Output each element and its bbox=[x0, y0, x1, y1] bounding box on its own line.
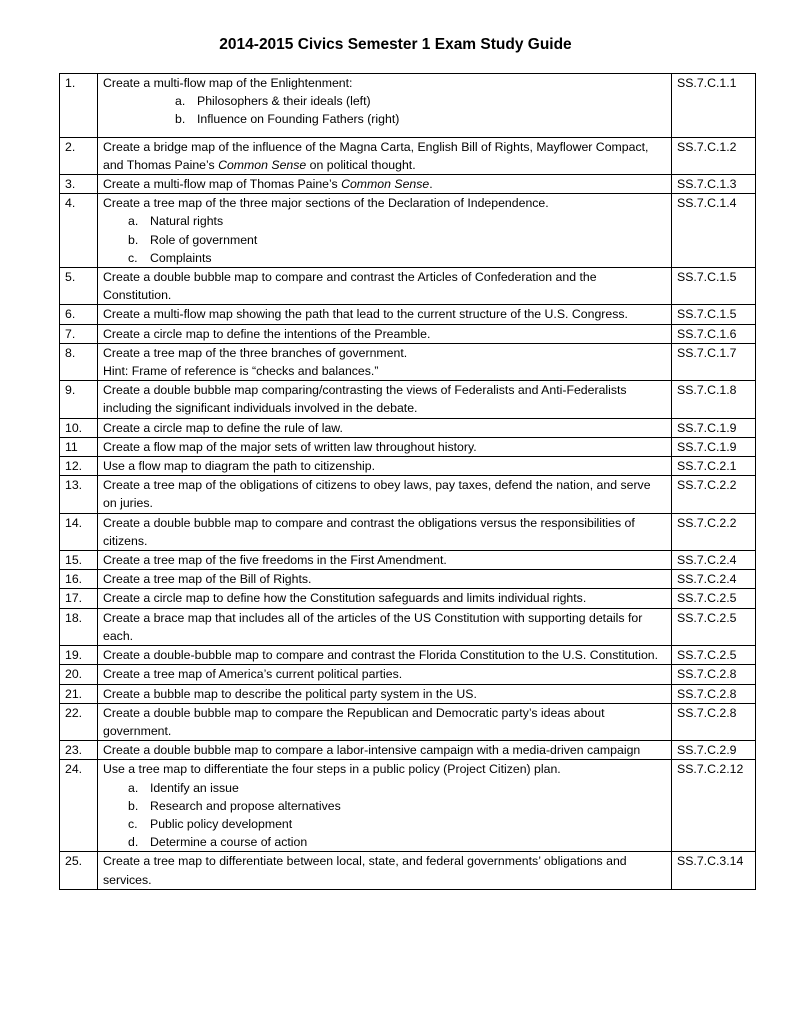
table-row bbox=[60, 852, 756, 889]
standard-code: SS.7.C.2.5 bbox=[672, 646, 756, 665]
table-row bbox=[60, 137, 756, 174]
sub-item bbox=[103, 833, 667, 851]
sub-item-text: Determine a course of action bbox=[150, 835, 308, 850]
item-task: Create a double bubble map comparing/contrasting the views of Federalists and Anti-Federalists including the significant individuals involved in the debate. bbox=[98, 381, 672, 418]
item-number: 2. bbox=[60, 137, 98, 174]
item-number: 3. bbox=[60, 175, 98, 194]
table-row bbox=[60, 476, 756, 513]
standard-code: SS.7.C.1.5 bbox=[672, 268, 756, 305]
standard-code: SS.7.C.2.8 bbox=[672, 703, 756, 740]
sub-item bbox=[103, 231, 667, 249]
item-task bbox=[98, 194, 672, 268]
item-task: Create a brace map that includes all of the articles of the US Constitution with supporting details for each. bbox=[98, 608, 672, 645]
item-task: Create a circle map to define the intentions of the Preamble. bbox=[98, 324, 672, 343]
item-number: 18. bbox=[60, 608, 98, 645]
standard-code: SS.7.C.1.3 bbox=[672, 175, 756, 194]
table-row bbox=[60, 608, 756, 645]
standard-code: SS.7.C.2.9 bbox=[672, 741, 756, 760]
task-text: Create a tree map of the three major sections of the Declaration of Independence. bbox=[103, 196, 549, 211]
item-number: 23. bbox=[60, 741, 98, 760]
item-number: 12. bbox=[60, 457, 98, 476]
sub-item bbox=[103, 92, 667, 110]
standard-code: SS.7.C.2.8 bbox=[672, 684, 756, 703]
item-task bbox=[98, 137, 672, 174]
standard-code: SS.7.C.1.1 bbox=[672, 74, 756, 138]
table-row bbox=[60, 381, 756, 418]
sub-item-text: Identify an issue bbox=[150, 780, 239, 795]
task-text: Create a tree map of the three branches of government. bbox=[103, 345, 408, 360]
item-number: 25. bbox=[60, 852, 98, 889]
table-row bbox=[60, 194, 756, 268]
item-number: 16. bbox=[60, 570, 98, 589]
task-italic-title: Common Sense bbox=[218, 157, 307, 172]
item-number: 22. bbox=[60, 703, 98, 740]
sub-item bbox=[103, 110, 667, 128]
sub-item-text: Complaints bbox=[150, 250, 212, 265]
item-task bbox=[98, 74, 672, 138]
item-number: 10. bbox=[60, 418, 98, 437]
item-number: 9. bbox=[60, 381, 98, 418]
task-text: Use a tree map to differentiate the four steps in a public policy (Project Citizen) plan. bbox=[103, 762, 561, 777]
table-row bbox=[60, 551, 756, 570]
item-task: Create a circle map to define the rule of law. bbox=[98, 418, 672, 437]
task-text: Create a multi-flow map of the Enlightenment: bbox=[103, 76, 353, 90]
standard-code: SS.7.C.1.2 bbox=[672, 137, 756, 174]
item-task: Create a tree map of the obligations of citizens to obey laws, pay taxes, defend the nation, and serve on juries. bbox=[98, 476, 672, 513]
sub-item-letter: b. bbox=[175, 112, 186, 127]
table-row bbox=[60, 437, 756, 456]
item-number: 19. bbox=[60, 646, 98, 665]
item-number: 7. bbox=[60, 324, 98, 343]
sub-item-letter: c. bbox=[128, 816, 138, 831]
item-task: Create a double bubble map to compare a labor-intensive campaign with a media-driven campaign bbox=[98, 741, 672, 760]
item-task: Create a bubble map to describe the political party system in the US. bbox=[98, 684, 672, 703]
table-row bbox=[60, 418, 756, 437]
table-row bbox=[60, 324, 756, 343]
standard-code: SS.7.C.2.1 bbox=[672, 457, 756, 476]
page-title: 2014-2015 Civics Semester 1 Exam Study Guide bbox=[219, 36, 572, 53]
item-task: Create a multi-flow map showing the path that lead to the current structure of the U.S. Congress. bbox=[98, 305, 672, 324]
standard-code: SS.7.C.1.8 bbox=[672, 381, 756, 418]
item-task: Create a double-bubble map to compare and contrast the Florida Constitution to the U.S. Constitution. bbox=[98, 646, 672, 665]
task-text: Create a multi-flow map of Thomas Paine’s bbox=[103, 177, 342, 192]
standard-code: SS.7.C.1.4 bbox=[672, 194, 756, 268]
sub-item-letter: a. bbox=[128, 780, 139, 795]
item-number: 20. bbox=[60, 665, 98, 684]
item-number: 15. bbox=[60, 551, 98, 570]
sub-item-text: Research and propose alternatives bbox=[150, 798, 341, 813]
standard-code: SS.7.C.2.8 bbox=[672, 665, 756, 684]
item-number: 14. bbox=[60, 513, 98, 550]
table-row bbox=[60, 741, 756, 760]
table-row bbox=[60, 305, 756, 324]
standard-code: SS.7.C.2.5 bbox=[672, 589, 756, 608]
sub-item-letter: b. bbox=[128, 232, 139, 247]
sub-item-text: Natural rights bbox=[150, 214, 224, 229]
item-task bbox=[98, 760, 672, 852]
item-task: Create a tree map to differentiate between local, state, and federal governments’ obligations and services. bbox=[98, 852, 672, 889]
standard-code: SS.7.C.1.9 bbox=[672, 437, 756, 456]
sub-item bbox=[103, 779, 667, 797]
item-number: 17. bbox=[60, 589, 98, 608]
sub-item-text: Philosophers & their ideals (left) bbox=[197, 94, 371, 109]
task-text-end: . bbox=[429, 177, 433, 192]
standard-code: SS.7.C.1.5 bbox=[672, 305, 756, 324]
item-number: 11 bbox=[60, 437, 98, 456]
sub-item-letter: c. bbox=[128, 250, 138, 265]
standard-code: SS.7.C.1.7 bbox=[672, 343, 756, 380]
sub-item-letter: d. bbox=[128, 835, 139, 850]
item-task bbox=[98, 175, 672, 194]
item-task: Create a circle map to define how the Constitution safeguards and limits individual rights. bbox=[98, 589, 672, 608]
item-number: 24. bbox=[60, 760, 98, 852]
sub-item-letter: b. bbox=[128, 798, 139, 813]
task-italic-title: Common Sense bbox=[341, 177, 430, 192]
item-number: 13. bbox=[60, 476, 98, 513]
item-task: Create a tree map of the Bill of Rights. bbox=[98, 570, 672, 589]
standard-code: SS.7.C.2.2 bbox=[672, 513, 756, 550]
item-task: Create a double bubble map to compare and contrast the obligations versus the responsibilities of citizens. bbox=[98, 513, 672, 550]
sub-item-text: Influence on Founding Fathers (right) bbox=[197, 112, 400, 127]
item-number: 1. bbox=[60, 74, 98, 138]
sub-item bbox=[103, 212, 667, 230]
item-number: 4. bbox=[60, 194, 98, 268]
item-task: Create a tree map of America’s current political parties. bbox=[98, 665, 672, 684]
standard-code: SS.7.C.1.9 bbox=[672, 418, 756, 437]
item-task: Use a flow map to diagram the path to citizenship. bbox=[98, 457, 672, 476]
table-row bbox=[60, 457, 756, 476]
table-row bbox=[60, 74, 756, 138]
item-number: 6. bbox=[60, 305, 98, 324]
standard-code: SS.7.C.2.2 bbox=[672, 476, 756, 513]
item-task bbox=[98, 343, 672, 380]
table-row bbox=[60, 665, 756, 684]
sub-item bbox=[103, 797, 667, 815]
table-row bbox=[60, 684, 756, 703]
table-row bbox=[60, 513, 756, 550]
table-row bbox=[60, 268, 756, 305]
sub-item bbox=[103, 815, 667, 833]
sub-item-text: Role of government bbox=[150, 232, 258, 247]
table-row bbox=[60, 703, 756, 740]
standard-code: SS.7.C.2.12 bbox=[672, 760, 756, 852]
task-hint: Hint: Frame of reference is “checks and balances.” bbox=[103, 364, 379, 379]
table-row bbox=[60, 760, 756, 852]
standard-code: SS.7.C.2.4 bbox=[672, 570, 756, 589]
table-row bbox=[60, 175, 756, 194]
task-text: Create a bridge map of the influence of the Magna Carta, English Bill of Rights, Mayflower Compact, and Thomas Paine’s bbox=[103, 139, 649, 172]
task-text-end: on political thought. bbox=[306, 157, 416, 172]
sub-item-letter: a. bbox=[175, 94, 186, 109]
item-number: 8. bbox=[60, 343, 98, 380]
item-task: Create a double bubble map to compare the Republican and Democratic party’s ideas about government. bbox=[98, 703, 672, 740]
standard-code: SS.7.C.3.14 bbox=[672, 852, 756, 889]
item-number: 5. bbox=[60, 268, 98, 305]
table-row bbox=[60, 343, 756, 380]
study-guide-table bbox=[59, 73, 756, 890]
table-row bbox=[60, 570, 756, 589]
sub-item bbox=[103, 249, 667, 267]
sub-item-letter: a. bbox=[128, 214, 139, 229]
item-task: Create a double bubble map to compare and contrast the Articles of Confederation and the Constitution. bbox=[98, 268, 672, 305]
standard-code: SS.7.C.1.6 bbox=[672, 324, 756, 343]
item-number: 21. bbox=[60, 684, 98, 703]
standard-code: SS.7.C.2.5 bbox=[672, 608, 756, 645]
table-row bbox=[60, 646, 756, 665]
table-row bbox=[60, 589, 756, 608]
sub-item-text: Public policy development bbox=[150, 816, 293, 831]
item-task: Create a flow map of the major sets of written law throughout history. bbox=[98, 437, 672, 456]
standard-code: SS.7.C.2.4 bbox=[672, 551, 756, 570]
item-task: Create a tree map of the five freedoms in the First Amendment. bbox=[98, 551, 672, 570]
